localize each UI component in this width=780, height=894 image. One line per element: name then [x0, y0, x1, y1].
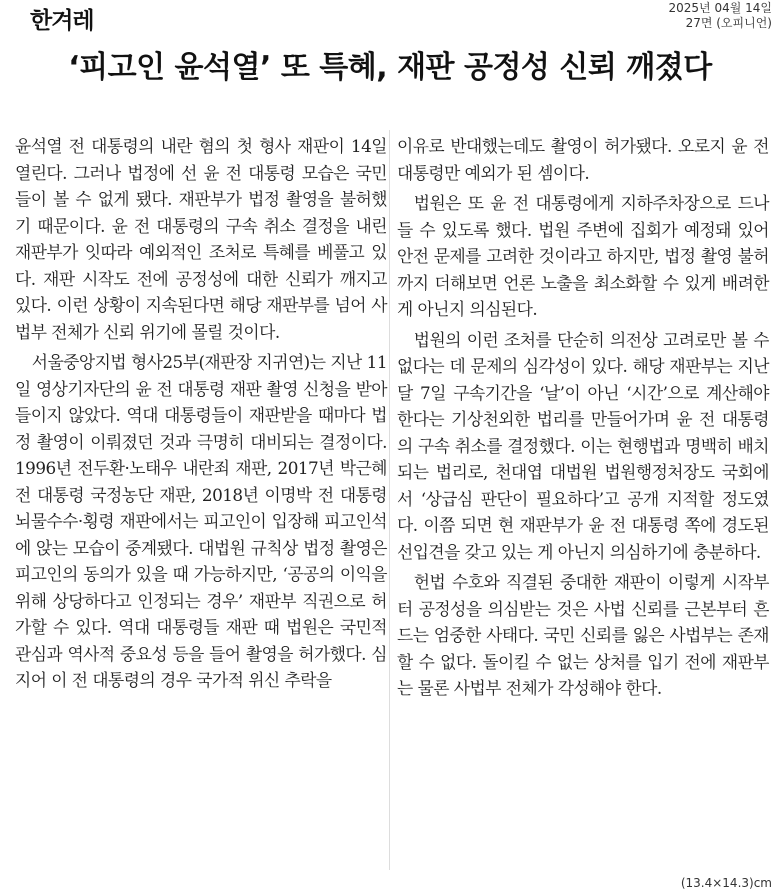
paragraph: 헌법 수호와 직결된 중대한 재판이 이렇게 시작부터 공정성을 의심받는 것은 사법 신뢰를 근본부터 흔드는 엄중한 사태다. 국민 신뢰를 잃은 사법부는 존재할 수 없다. 돌이킬 수 없는 상처를 입기 전에 재판부는 물론 사법부 전체가 각성해야 한다.	[397, 572, 769, 698]
publication-info	[669, 1, 772, 31]
paragraph: 윤석열 전 대통령의 내란 혐의 첫 형사 재판이 14일 열린다. 그러나 법정에 선 윤 전 대통령 모습은 국민들이 볼 수 없게 됐다. 재판부가 법정 촬영을 불허했기 때문이다. 윤 전 대통령의 구속 취소 결정을 내린 재판부가 잇따라 예외적인 조처로 특혜를 베풀고 있다. 재판 시작도 전에 공정성에 대한 신뢰가 깨지고 있다. 이런 상황이 지속된다면 해당 재판부를 넘어 사법부 전체가 신뢰 위기에 몰릴 것이다.	[15, 136, 387, 342]
paragraph: 법원은 또 윤 전 대통령에게 지하주차장으로 드나들 수 있도록 했다. 법원 주변에 집회가 예정돼 있어 안전 문제를 고려한 것이라고 하지만, 법정 촬영 불허까지 더해보면 언론 노출을 최소화할 수 있게 배려한 게 아닌지 의심된다.	[397, 193, 769, 319]
publication-date: 2025년 04월 14일	[668, 1, 772, 15]
article-column-left	[15, 133, 387, 698]
paragraph: 법원의 이런 조처를 단순히 의전상 고려로만 볼 수 없다는 데 문제의 심각성이 있다. 해당 재판부는 지난달 7일 구속기간을 ‘날’이 아닌 ‘시간’으로 계산해야 한다는 기상천외한 법리를 만들어가며 윤 전 대통령의 구속 취소를 결정했다. 이는 현행법과 명백히 배치되는 법리로, 천대엽 대법원 법원행정처장도 국회에서 ‘상급심 판단이 필요하다’고 공개 지적할 정도였다. 이쯤 되면 현 재판부가 윤 전 대통령 쪽에 경도된 선입견을 갖고 있는 게 아닌지 의심하기에 충분하다.	[397, 329, 769, 562]
masthead	[0, 0, 780, 40]
page-section: 27면 (오피니언)	[685, 16, 772, 30]
paragraph: 이유로 반대했는데도 촬영이 허가됐다. 오로지 윤 전 대통령만 예외가 된 셈이다.	[397, 136, 769, 183]
column-divider	[389, 130, 390, 870]
article-size-note: (13.4×14.3)cm	[680, 876, 772, 890]
newspaper-logo[interactable]: 한겨레	[30, 8, 94, 34]
paragraph: 서울중앙지법 형사25부(재판장 지귀연)는 지난 11일 영상기자단의 윤 전 대통령 재판 촬영 신청을 받아들이지 않았다. 역대 대통령들이 재판받을 때마다 법정 촬영이 이뤄졌던 것과 극명히 대비되는 결정이다. 1996년 전두환·노태우 내란죄 재판, 2017년 박근혜 전 대통령 국정농단 재판, 2018년 이명박 전 대통령 뇌물수수·횡령 재판에서는 피고인이 입장해 피고인석에 앉는 모습이 중계됐다. 대법원 규칙상 법정 촬영은 피고인의 동의가 있을 때 가능하지만, ‘공공의 이익을 위해 상당하다고 인정되는 경우’ 재판부 직권으로 허가할 수 있다. 역대 대통령들 재판 때 법원은 국민적 관심과 역사적 중요성 등을 들어 촬영을 허가했다. 심지어 이 전 대통령의 경우 국가적 위신 추락을	[15, 352, 387, 690]
article-headline: ‘피고인 윤석열’ 또 특혜, 재판 공정성 신뢰 깨졌다	[68, 50, 712, 85]
article-column-right	[397, 133, 769, 706]
